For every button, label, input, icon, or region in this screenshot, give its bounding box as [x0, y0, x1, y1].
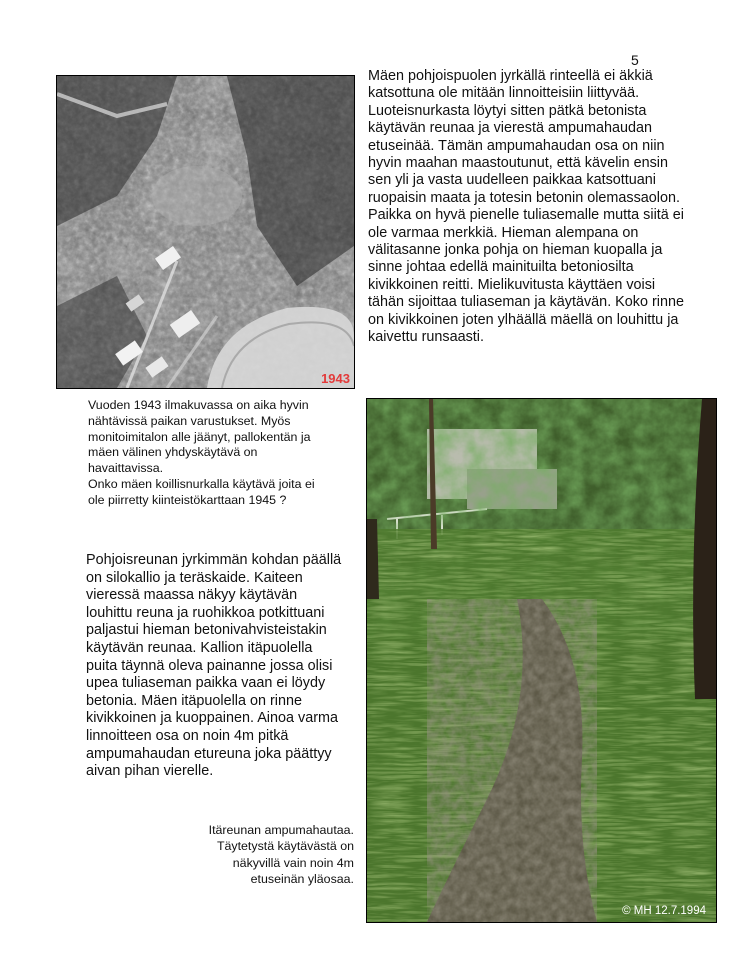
aerial-photo-year: 1943 [321, 371, 350, 386]
aerial-photo-1943 [56, 75, 355, 389]
field-photo-caption: Itäreunan ampumahautaa. Täytetystä käytävästä on näkyvillä vain noin 4m etuseinän yläosaa. [208, 823, 354, 887]
aerial-photo-image [57, 76, 354, 388]
aerial-photo-caption: Vuoden 1943 ilmakuvassa on aika hyvin nähtävissä paikan varustukset. Myös monitoimitalon alle jäänyt, pallokentän ja mäen välinen yhdyskäytävä on havaittavissa. Onko mäen koillisnurkalla käytävä joita ei ole piirretty kiinteistökarttaan 1945 ? [88, 398, 315, 507]
field-photo [366, 398, 717, 923]
paragraph-top: Mäen pohjoispuolen jyrkällä rinteellä ei äkkiä katsottuna ole mitään linnoitteisiin liittyvää. Luoteisnurkasta löytyi sitten pätkä betonista käytävän reunaa ja vierestä ampumahaudan etuseinää. Tämän ampumahaudan osa on niin hyvin maahan maastoutunut, että kävelin ensin sen yli ja vasta uudelleen paikkaa katsottuani ruopaisin maata ja totesin betonin olemassaolon. Paikka on hyvä pienelle tuliasemalle mutta siitä ei ole varmaa merkkiä. Hieman alempana on välitasanne jonka pohja on hieman kuopalla ja sinne johtaa edellä mainituilta betoniosilta kivikkoinen reitti. Mielikuvitusta käyttäen voisi tähän sijoittaa tuliaseman ja käytävän. Koko rinne on kivikkoinen joten ylhäällä mäellä on louhittu ja kaivettu runsaasti. [368, 68, 684, 346]
page-number: 5 [631, 52, 639, 68]
field-photo-image [367, 399, 716, 922]
paragraph-bottom: Pohjoisreunan jyrkimmän kohdan päällä on silokallio ja teräskaide. Kaiteen vieressä maassa näkyy käytävän louhittu reuna ja ruohikkoa potkittuani paljastui hieman betonivahvisteistakin käytävän reunaa. Kallion itäpuolella puita täynnä oleva painanne jossa olisi upea tuliaseman paikka vaan ei löydy betonia. Mäen itäpuolella on rinne kivikkoinen ja kuoppainen. Ainoa varma linnoitteen osa on noin 4m pitkä ampumahaudan etureuna joka päättyy aivan pihan vierelle. [86, 552, 342, 780]
photo-credit: © MH 12.7.1994 [622, 905, 706, 917]
